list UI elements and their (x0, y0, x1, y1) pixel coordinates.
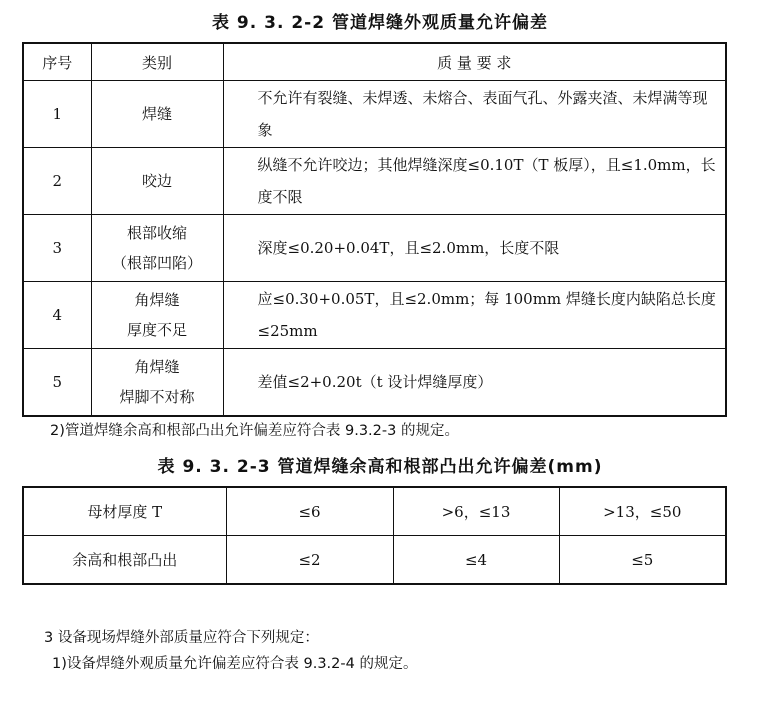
header-serial-number: 序号 (23, 43, 91, 81)
row-category (91, 81, 223, 148)
weld-appearance-quality-table (22, 42, 727, 417)
row-requirement: 深度≤0.20+0.04T，且≤2.0mm，长度不限 (223, 215, 726, 282)
row-number: 1 (23, 81, 91, 148)
category-line: 厚度不足 (126, 321, 187, 339)
category-line: 根部收缩 (126, 224, 187, 242)
row-requirement: 差值≤2+0.20t（t 设计焊缝厚度） (223, 349, 726, 417)
header-quality-requirement: 质 量 要 求 (223, 43, 726, 81)
row-category (91, 148, 223, 215)
note-table-9-3-2-3-reference: 2)管道焊缝余高和根部凸出允许偏差应符合表 9.3.2-3 的规定。 (50, 423, 459, 439)
category-line: 咬边 (141, 172, 172, 190)
table-cell: ≤2 (226, 536, 393, 585)
table-9-3-2-2-title: 表 9. 3. 2-2 管道焊缝外观质量允许偏差 (212, 13, 548, 33)
table-row (23, 81, 726, 148)
table-header-row (23, 43, 726, 81)
table-row (23, 349, 726, 417)
table-row (23, 536, 726, 585)
table-cell: >13，≤50 (559, 487, 726, 536)
category-line: 焊脚不对称 (119, 388, 195, 406)
row-category (91, 349, 223, 417)
row-category (91, 215, 223, 282)
table-row (23, 282, 726, 349)
row-requirement: 纵缝不允许咬边；其他焊缝深度≤0.10T（T 板厚），且≤1.0mm，长度不限 (223, 148, 726, 215)
row-requirement: 应≤0.30+0.05T，且≤2.0mm；每 100mm 焊缝长度内缺陷总长度≤25mm (223, 282, 726, 349)
table-row (23, 148, 726, 215)
row-label-base-thickness: 母材厚度 T (23, 487, 226, 536)
row-category (91, 282, 223, 349)
row-number: 2 (23, 148, 91, 215)
table-cell: ≤5 (559, 536, 726, 585)
category-line: 角焊缝 (134, 358, 180, 376)
table-row (23, 487, 726, 536)
table-cell: ≤4 (393, 536, 559, 585)
row-requirement: 不允许有裂缝、未焊透、未熔合、表面气孔、外露夹渣、未焊满等现象 (223, 81, 726, 148)
table-row (23, 215, 726, 282)
header-category: 类别 (91, 43, 223, 81)
category-line: 角焊缝 (134, 291, 180, 309)
category-line: （根部凹陷） (111, 254, 202, 272)
row-number: 4 (23, 282, 91, 349)
weld-reinforcement-table (22, 486, 727, 585)
row-label-reinforcement: 余高和根部凸出 (23, 536, 226, 585)
row-number: 3 (23, 215, 91, 282)
table-cell: ≤6 (226, 487, 393, 536)
table-9-3-2-3-title: 表 9. 3. 2-3 管道焊缝余高和根部凸出允许偏差(mm) (157, 457, 603, 477)
section-3-heading: 3 设备现场焊缝外部质量应符合下列规定： (44, 630, 319, 646)
row-number: 5 (23, 349, 91, 417)
category-line: 焊缝 (141, 105, 172, 123)
note-table-9-3-2-4-reference: 1)设备焊缝外观质量允许偏差应符合表 9.3.2-4 的规定。 (52, 656, 418, 672)
table-cell: >6，≤13 (393, 487, 559, 536)
